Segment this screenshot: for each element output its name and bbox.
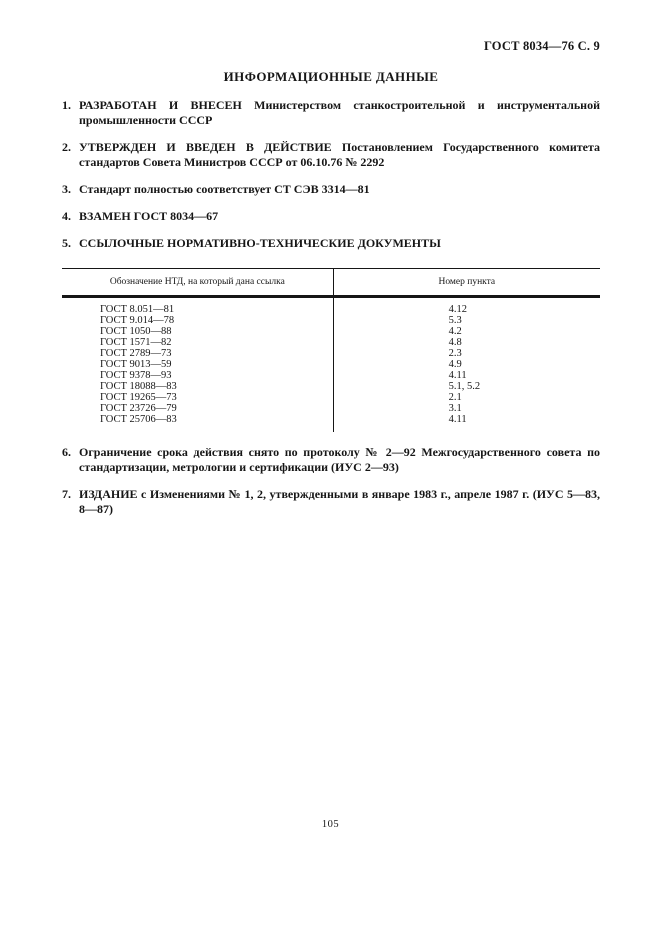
punkt-cell: 2.1 xyxy=(333,392,600,403)
punkt-cell: 4.11 xyxy=(333,370,600,381)
table-row xyxy=(62,370,600,381)
table-row xyxy=(62,381,600,392)
page-title: ИНФОРМАЦИОННЫЕ ДАННЫЕ xyxy=(223,69,439,84)
table-row xyxy=(62,326,600,337)
list-item-number: 7. xyxy=(62,487,71,501)
column-header-ntd: Обозначение НТД, на который дана ссылка xyxy=(62,269,333,297)
punkt-cell: 5.3 xyxy=(333,315,600,326)
list-item-3 xyxy=(62,182,600,197)
list-item-text: УТВЕРЖДЕН И ВВЕДЕН В ДЕЙСТВИЕ Постановлением Государственного комитета стандартов Совета Министров СССР от 06.10.76 № 2292 xyxy=(79,140,600,169)
ntd-cell: ГОСТ 19265—73 xyxy=(100,392,177,403)
ntd-cell: ГОСТ 9378—93 xyxy=(100,370,172,381)
column-header-punkt: Номер пункта xyxy=(333,269,600,297)
list-item-text: Ограничение срока действия снято по протоколу № 2—92 Межгосударственного совета по стандартизации, метрологии и сертификации (ИУС 2—93) xyxy=(79,445,600,474)
page-number: 105 xyxy=(321,819,340,830)
punkt-cell: 2.3 xyxy=(333,348,600,359)
list-item-number: 2. xyxy=(62,140,71,154)
table-row xyxy=(62,315,600,326)
list-item-number: 3. xyxy=(62,182,71,196)
standard-header: ГОСТ 8034—76 С. 9 xyxy=(483,39,600,53)
list-item-number: 5. xyxy=(62,236,71,250)
ntd-cell: ГОСТ 9.014—78 xyxy=(100,315,175,326)
ntd-cell: ГОСТ 1050—88 xyxy=(100,326,172,337)
list-item-number: 4. xyxy=(62,209,71,223)
list-item-1 xyxy=(62,98,600,128)
table-row xyxy=(62,297,600,316)
table-row xyxy=(62,403,600,414)
table-row xyxy=(62,414,600,432)
list-item-text: РАЗРАБОТАН И ВНЕСЕН Министерством станкостроительной и инструментальной промышленности СССР xyxy=(79,98,600,127)
ntd-cell: ГОСТ 25706—83 xyxy=(100,414,177,425)
ntd-cell: ГОСТ 2789—73 xyxy=(100,348,172,359)
punkt-cell: 4.8 xyxy=(333,337,600,348)
list-item-4 xyxy=(62,209,600,224)
table-header-row xyxy=(62,269,600,297)
list-item-number: 6. xyxy=(62,445,71,459)
ntd-cell: ГОСТ 23726—79 xyxy=(100,403,177,414)
list-item-text: ССЫЛОЧНЫЕ НОРМАТИВНО-ТЕХНИЧЕСКИЕ ДОКУМЕНТЫ xyxy=(79,236,441,250)
punkt-cell: 4.2 xyxy=(333,326,600,337)
list-item-2 xyxy=(62,140,600,170)
list-item-text: ИЗДАНИЕ с Изменениями № 1, 2, утвержденными в январе 1983 г., апреле 1987 г. (ИУС 5—83, 8—87) xyxy=(79,487,600,516)
referenced-documents-table xyxy=(62,268,600,432)
punkt-cell: 3.1 xyxy=(333,403,600,414)
ntd-cell: ГОСТ 9013—59 xyxy=(100,359,172,370)
punkt-cell: 4.9 xyxy=(333,359,600,370)
list-item-7 xyxy=(62,487,600,517)
punkt-cell: 5.1, 5.2 xyxy=(333,381,600,392)
table-row xyxy=(62,337,600,348)
punkt-cell: 4.12 xyxy=(333,297,600,316)
ntd-cell: ГОСТ 8.051—81 xyxy=(100,304,175,315)
list-item-text: ВЗАМЕН ГОСТ 8034—67 xyxy=(79,209,219,223)
list-item-5 xyxy=(62,236,600,251)
table-row xyxy=(62,359,600,370)
table-row xyxy=(62,392,600,403)
ntd-cell: ГОСТ 1571—82 xyxy=(100,337,172,348)
ntd-cell: ГОСТ 18088—83 xyxy=(100,381,177,392)
table-row xyxy=(62,348,600,359)
list-item-6 xyxy=(62,445,600,475)
list-item-text: Стандарт полностью соответствует СТ СЭВ 3314—81 xyxy=(79,182,370,196)
list-item-number: 1. xyxy=(62,98,71,112)
punkt-cell: 4.11 xyxy=(333,414,600,432)
